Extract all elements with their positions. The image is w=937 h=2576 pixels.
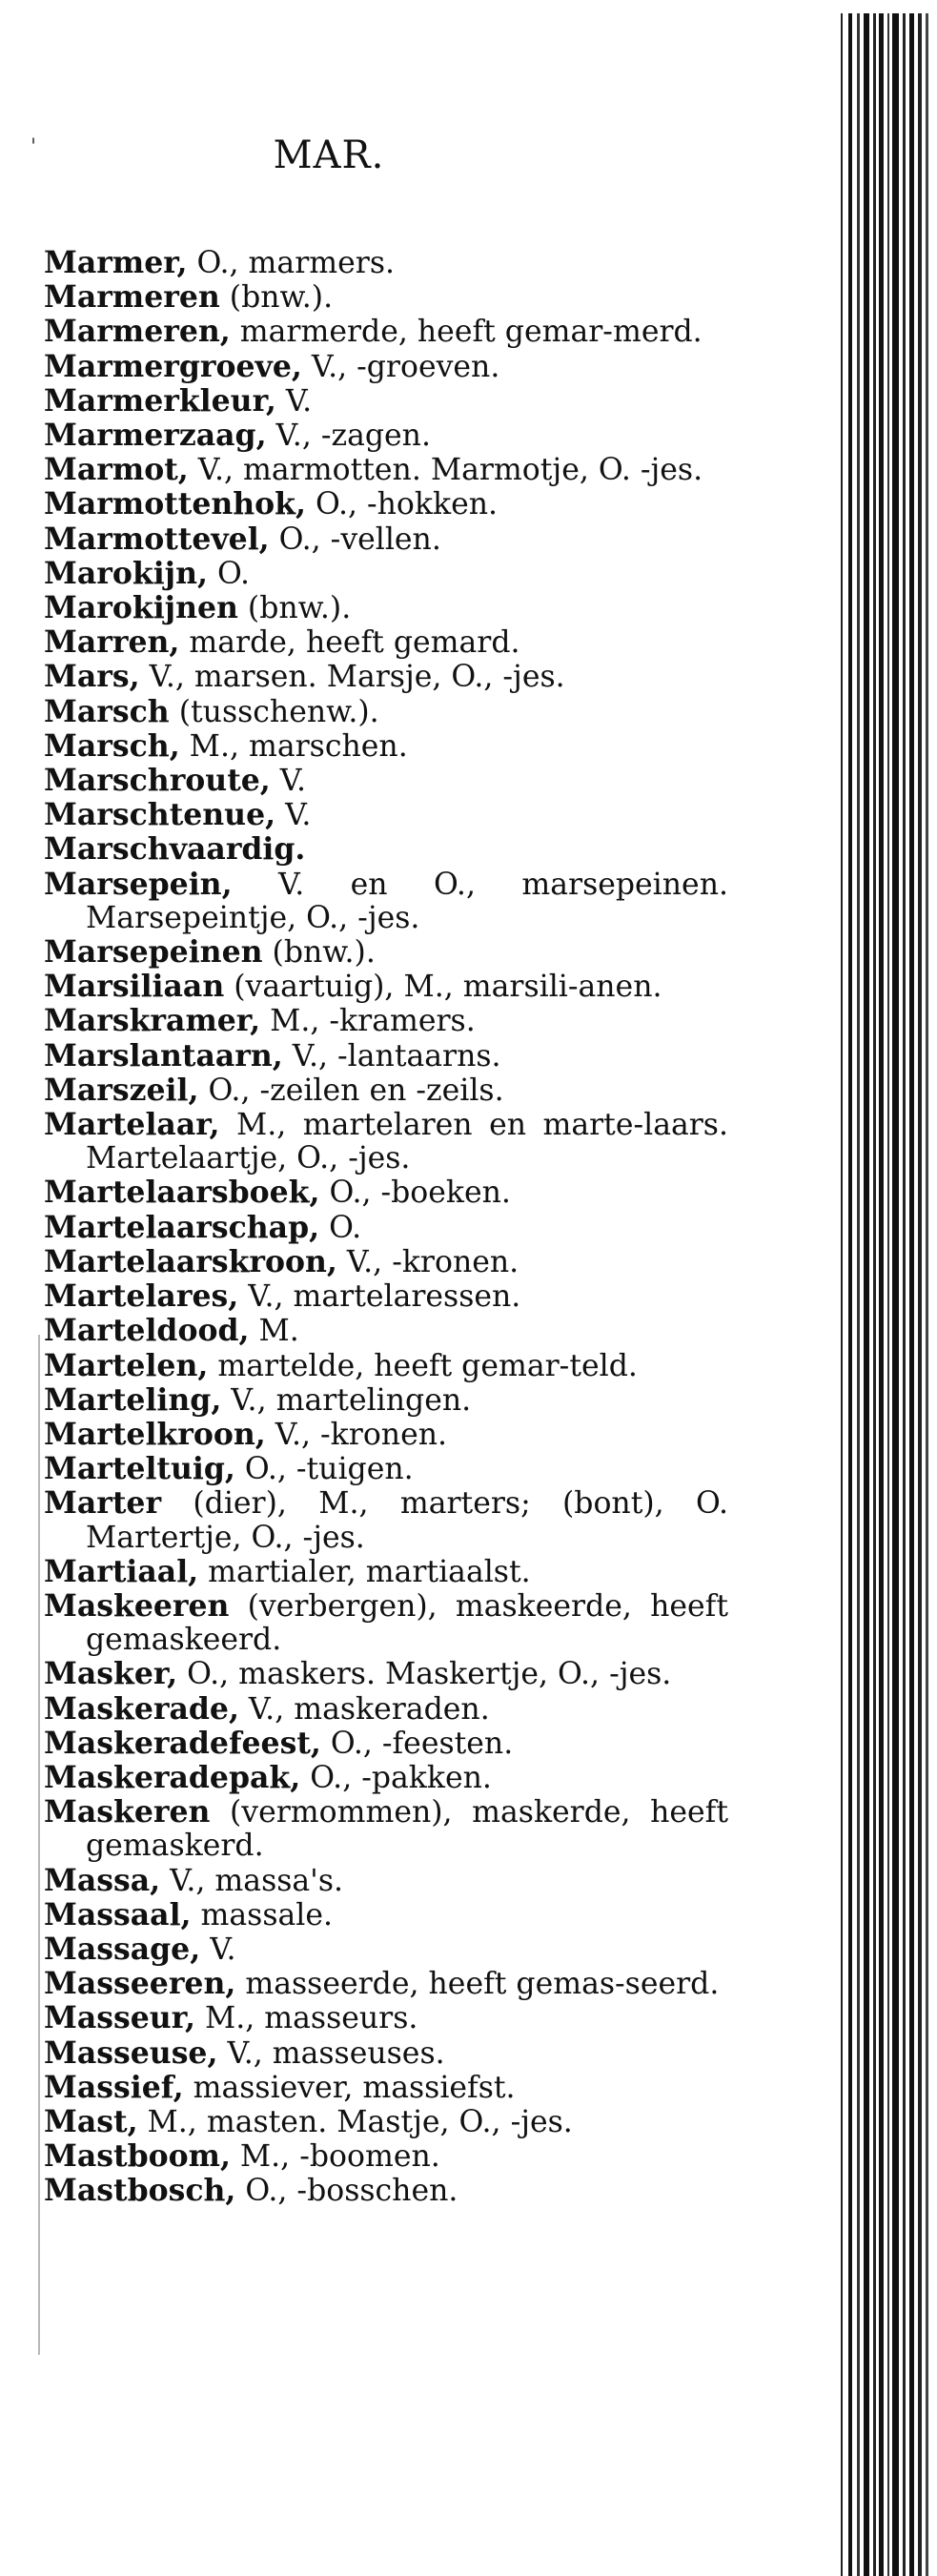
dictionary-entry [44, 798, 728, 832]
entry-definition: M., -kramers. [260, 1004, 476, 1039]
entry-definition: O., -hokken. [305, 487, 499, 522]
entry-headword: Marteltuig, [44, 1451, 235, 1487]
dictionary-entry [44, 1727, 728, 1761]
entry-headword: Marmot, [44, 452, 189, 488]
entry-definition: (bnw.). [219, 280, 334, 316]
entry-headword: Martelen, [44, 1347, 209, 1383]
entry-headword: Maskeradefeest, [44, 1725, 321, 1761]
entry-headword: Marsepein, [44, 866, 233, 902]
entry-headword: Marmerkleur, [44, 382, 276, 419]
entry-definition: O., -feesten. [320, 1726, 514, 1761]
entry-definition: V. [200, 1932, 236, 1967]
entry-headword: Marschtenue, [44, 797, 276, 833]
entry-definition: M., marschen. [179, 728, 408, 764]
entry-headword: Marokijnen [44, 590, 238, 626]
entry-headword: Mast, [44, 2103, 138, 2139]
entry-headword: Masseeren, [44, 1966, 236, 2002]
entry-headword: Marteling, [44, 1381, 222, 1418]
entry-definition: marde, heeft gemard. [179, 625, 520, 661]
entry-definition: (verbergen), maskeerde, heeft gemaskeerd. [86, 1588, 728, 1658]
entry-definition: V. en O., marsepeinen. Marsepeintje, O., -jes. [86, 867, 728, 935]
entry-definition: (bnw.). [262, 935, 376, 971]
entry-headword: Marmergroeve, [44, 348, 302, 384]
entry-headword: Massief, [44, 2069, 184, 2105]
entry-definition: O., -pakken. [300, 1760, 492, 1795]
entry-headword: Masseur, [44, 2000, 195, 2036]
entry-headword: Massaal, [44, 1896, 192, 1932]
dictionary-entry [44, 1073, 728, 1108]
margin-line [38, 1335, 40, 2355]
entry-definition: O., -bosschen. [235, 2174, 458, 2209]
entry-definition: (dier), M., marters; (bont), O. Martertje, O., -jes. [86, 1486, 728, 1555]
entry-headword: Marszeil, [44, 1072, 199, 1108]
entry-definition: marmerde, heeft gemar-merd. [230, 315, 703, 350]
dictionary-entry [44, 1864, 728, 1898]
dictionary-entry [44, 487, 728, 521]
dictionary-entry [44, 1657, 728, 1691]
entry-definition: O., -boeken. [319, 1176, 511, 1211]
dictionary-entry [44, 1452, 728, 1486]
entry-headword: Maskeradepak, [44, 1759, 301, 1795]
dictionary-entry [44, 1555, 728, 1589]
dictionary-entry [44, 453, 728, 487]
entry-headword: Martelaarschap, [44, 1209, 320, 1245]
entry-definition: O., -vellen. [269, 521, 441, 557]
entry-definition: V., marsen. Marsje, O., -jes. [139, 660, 565, 695]
entry-definition: V., -zagen. [266, 419, 431, 454]
page-mark: ' [31, 135, 37, 159]
dictionary-entry [44, 522, 728, 557]
entry-definition: V., maskeraden. [238, 1691, 490, 1727]
entry-headword: Martelkroon, [44, 1416, 266, 1452]
entry-headword: Maskerade, [44, 1690, 239, 1727]
dictionary-entry [44, 625, 728, 660]
entry-definition: O., -zeilen en -zeils. [198, 1073, 504, 1108]
entry-headword: Marmottenhok, [44, 486, 306, 522]
entry-definition: V., -kronen. [336, 1244, 519, 1279]
dictionary-entry [44, 280, 728, 315]
entry-headword: Marokijn, [44, 555, 208, 591]
dictionary-entry [44, 868, 728, 935]
entry-headword: Marter [44, 1485, 162, 1522]
entry-headword: Marskramer, [44, 1003, 261, 1039]
dictionary-entry [44, 1486, 728, 1554]
entry-definition: martialer, martiaalst. [198, 1554, 531, 1589]
dictionary-entry [44, 350, 728, 384]
entry-definition: (bnw.). [237, 591, 352, 626]
dictionary-entry [44, 1692, 728, 1727]
entry-headword: Martelares, [44, 1278, 239, 1315]
dictionary-entry [44, 1108, 728, 1176]
entry-headword: Marsch [44, 693, 170, 729]
dictionary-entry [44, 832, 728, 867]
dictionary-entry [44, 2139, 728, 2174]
dictionary-entry [44, 1039, 728, 1073]
dictionary-entry [44, 1761, 728, 1795]
entry-definition: V., -kronen. [265, 1417, 448, 1452]
entry-headword: Massage, [44, 1931, 201, 1967]
entry-definition: V., -lantaarns. [282, 1038, 501, 1073]
entry-definition: V., martelingen. [221, 1382, 472, 1418]
entry-definition: O., maskers. Maskertje, O., -jes. [177, 1657, 672, 1692]
entry-definition: (tusschenw.). [169, 694, 379, 729]
dictionary-entry [44, 557, 728, 591]
entry-headword: Marschroute, [44, 763, 271, 799]
dictionary-entries [44, 246, 728, 2209]
dictionary-entry [44, 2071, 728, 2105]
entry-definition: V., marmotten. Marmotje, O. -jes. [188, 453, 703, 488]
entry-headword: Marsiliaan [44, 969, 225, 1005]
dictionary-entry [44, 695, 728, 729]
dictionary-entry [44, 1795, 728, 1863]
entry-definition: O. [207, 556, 250, 591]
dictionary-entry [44, 1245, 728, 1279]
entry-definition: massiever, massiefst. [183, 2070, 516, 2105]
dictionary-entry [44, 1211, 728, 1245]
dictionary-entry [44, 591, 728, 625]
entry-definition: M., masseurs. [194, 2001, 418, 2036]
entry-headword: Marmeren, [44, 314, 231, 350]
dictionary-entry [44, 384, 728, 419]
dictionary-entry [44, 2105, 728, 2139]
entry-definition: V. [275, 798, 312, 833]
entry-headword: Mars, [44, 659, 140, 695]
dictionary-entry [44, 970, 728, 1004]
dictionary-entry [44, 1349, 728, 1383]
entry-definition: V., martelaressen. [238, 1279, 521, 1315]
dictionary-entry [44, 660, 728, 694]
entry-headword: Mastbosch, [44, 2173, 236, 2209]
entry-headword: Marsepeinen [44, 934, 263, 971]
dictionary-entry [44, 2001, 728, 2035]
dictionary-entry [44, 729, 728, 764]
entry-headword: Marsch, [44, 727, 180, 764]
entry-headword: Marschvaardig. [44, 831, 306, 868]
dictionary-entry [44, 419, 728, 453]
dictionary-entry [44, 1418, 728, 1452]
entry-definition: M., martelaren en marte-laars. Martelaartje, O., -jes. [86, 1108, 728, 1176]
entry-definition: V. [270, 764, 307, 799]
dictionary-entry [44, 2036, 728, 2071]
entry-definition: martelde, heeft gemar-teld. [208, 1348, 638, 1383]
book-edge [839, 13, 932, 2576]
entry-headword: Masseuse, [44, 2034, 218, 2071]
entry-headword: Martiaal, [44, 1553, 199, 1589]
entry-headword: Masker, [44, 1656, 178, 1692]
entry-headword: Marmeren [44, 279, 220, 316]
dictionary-entry [44, 1314, 728, 1348]
entry-headword: Maskeeren [44, 1587, 230, 1624]
entry-headword: Marren, [44, 624, 180, 661]
entry-definition: (vaartuig), M., marsili-anen. [224, 970, 662, 1005]
dictionary-entry [44, 246, 728, 280]
entry-headword: Martelaar, [44, 1107, 220, 1143]
dictionary-entry [44, 2174, 728, 2208]
entry-headword: Martelaarskroon, [44, 1243, 337, 1279]
dictionary-entry [44, 1589, 728, 1657]
entry-definition: masseerde, heeft gemas-seerd. [235, 1967, 720, 2002]
entry-definition: M., -boomen. [230, 2139, 440, 2175]
entry-definition: massale. [191, 1897, 334, 1932]
dictionary-entry [44, 1004, 728, 1038]
entry-definition: O. [319, 1210, 362, 1245]
entry-definition: (vermommen), maskerde, heeft gemaskerd. [86, 1795, 728, 1864]
entry-headword: Marmottevel, [44, 521, 270, 557]
dictionary-entry [44, 764, 728, 798]
entry-definition: V., massa's. [160, 1863, 344, 1898]
entry-headword: Mastboom, [44, 2138, 231, 2175]
dictionary-entry [44, 315, 728, 349]
entry-definition: M., masten. Mastje, O., -jes. [137, 2104, 573, 2139]
dictionary-entry [44, 1898, 728, 1932]
dictionary-entry [44, 1279, 728, 1314]
dictionary-entry [44, 1967, 728, 2001]
entry-headword: Marteldood, [44, 1313, 250, 1349]
entry-definition: O., -tuigen. [234, 1452, 414, 1487]
entry-definition: O., marmers. [187, 246, 396, 280]
entry-headword: Martelaarsboek, [44, 1175, 320, 1211]
dictionary-entry [44, 935, 728, 970]
entry-headword: Massa, [44, 1862, 161, 1898]
dictionary-entry [44, 1176, 728, 1210]
dictionary-entry [44, 1932, 728, 1967]
entry-headword: Marmerzaag, [44, 418, 267, 454]
entry-definition: V., masseuses. [217, 2035, 445, 2071]
entry-headword: Maskeren [44, 1794, 211, 1830]
dictionary-entry [44, 1383, 728, 1418]
entry-definition: M. [249, 1314, 299, 1349]
entry-definition: V., -groeven. [301, 349, 500, 384]
entry-headword: Marslantaarn, [44, 1037, 283, 1073]
entry-definition: V. [275, 383, 313, 419]
entry-headword: Marmer, [44, 245, 188, 280]
page-header: MAR. [273, 133, 385, 177]
